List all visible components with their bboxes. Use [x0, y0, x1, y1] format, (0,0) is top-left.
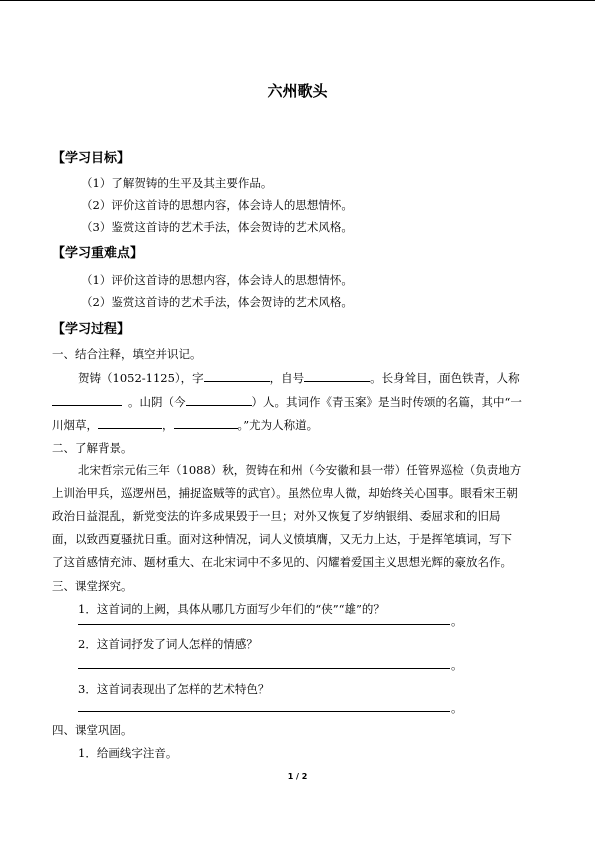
fill-line-2	[52, 394, 522, 410]
background-line: 北宋哲宗元佑三年（1088）秋，贺铸在和州（今安徽和县一带）任管界巡检（负责地方	[78, 463, 522, 477]
section-2-title: 二、了解背景。	[52, 441, 133, 455]
keypoints-heading: 【学习重难点】	[52, 246, 144, 261]
blank-line[interactable]	[204, 371, 270, 382]
top-rule	[0, 0, 595, 1]
keypoint-item: （1）评价这首诗的思想内容，体会诗人的思想情怀。	[81, 273, 353, 287]
fill-text: 贺铸（1052-1125），字	[78, 371, 204, 385]
fill-text: 川烟草，	[52, 418, 98, 432]
fill-text: ，	[162, 418, 174, 432]
goals-heading: 【学习目标】	[52, 151, 131, 166]
section-1-title: 一、结合注释，填空并识记。	[52, 347, 202, 361]
section-3-title: 三、课堂探究。	[52, 579, 133, 593]
blank-line[interactable]	[52, 395, 122, 406]
page-title: 六州歌头	[267, 82, 328, 100]
answer-line-3[interactable]	[78, 711, 450, 712]
fill-text: 。”尤为人称道。	[237, 418, 319, 432]
question-2: 2．这首词抒发了词人怎样的情感？	[78, 637, 258, 651]
answer-end-mark: 。	[451, 658, 463, 672]
section-4-title: 四、课堂巩固。	[52, 723, 133, 737]
answer-end-mark: 。	[451, 614, 463, 628]
fill-text: ）人。其词作《青玉案》是当时传颂的名篇，其中“一	[251, 395, 522, 409]
blank-line[interactable]	[186, 395, 252, 406]
goal-item: （3）鉴赏这首诗的艺术手法，体会贺诗的艺术风格。	[81, 220, 353, 234]
page-number: 1 / 2	[287, 772, 308, 781]
answer-line-2[interactable]	[78, 668, 450, 669]
background-line: 面，以致西夏骚扰日重。面对这种情况，词人义愤填膺，又无力上达，于是挥笔填词，写下	[52, 532, 512, 546]
background-line: 上训治甲兵，巡逻州邑，捕捉盗贼等的武官）。虽然位卑人微，却始终关心国事。眼看宋王朝	[52, 486, 518, 500]
blank-line[interactable]	[304, 371, 370, 382]
question-3: 3．这首词表现出了怎样的艺术特色？	[78, 682, 270, 696]
blank-line[interactable]	[174, 418, 238, 429]
answer-end-mark: 。	[451, 701, 463, 715]
goal-item: （1）了解贺铸的生平及其主要作品。	[81, 176, 273, 190]
consolidation-q1: 1．给画线字注音。	[78, 746, 178, 760]
fill-line-1	[78, 370, 520, 386]
question-1: 1．这首词的上阙，具体从哪几方面写少年们的“侠”“雄”的？	[78, 602, 385, 616]
fill-text: 。长身耸目，面色铁青，人称	[370, 371, 520, 385]
blank-line[interactable]	[98, 418, 162, 429]
process-heading: 【学习过程】	[52, 322, 131, 337]
fill-text: ，自号	[269, 371, 305, 385]
fill-text: 。山阴（今	[128, 395, 186, 409]
answer-line-1[interactable]	[78, 624, 450, 625]
goal-item: （2）评价这首诗的思想内容，体会诗人的思想情怀。	[81, 198, 353, 212]
background-line: 了这首感情充沛、题材重大、在北宋词中不多见的、闪耀着爱国主义思想光辉的豪放名作。	[52, 555, 512, 569]
keypoint-item: （2）鉴赏这首诗的艺术手法，体会贺诗的艺术风格。	[81, 295, 353, 309]
background-line: 政治日益混乱，新党变法的许多成果毁于一旦；对外又恢复了岁纳银绢、委屈求和的旧局	[52, 509, 501, 523]
fill-line-3	[52, 417, 318, 433]
